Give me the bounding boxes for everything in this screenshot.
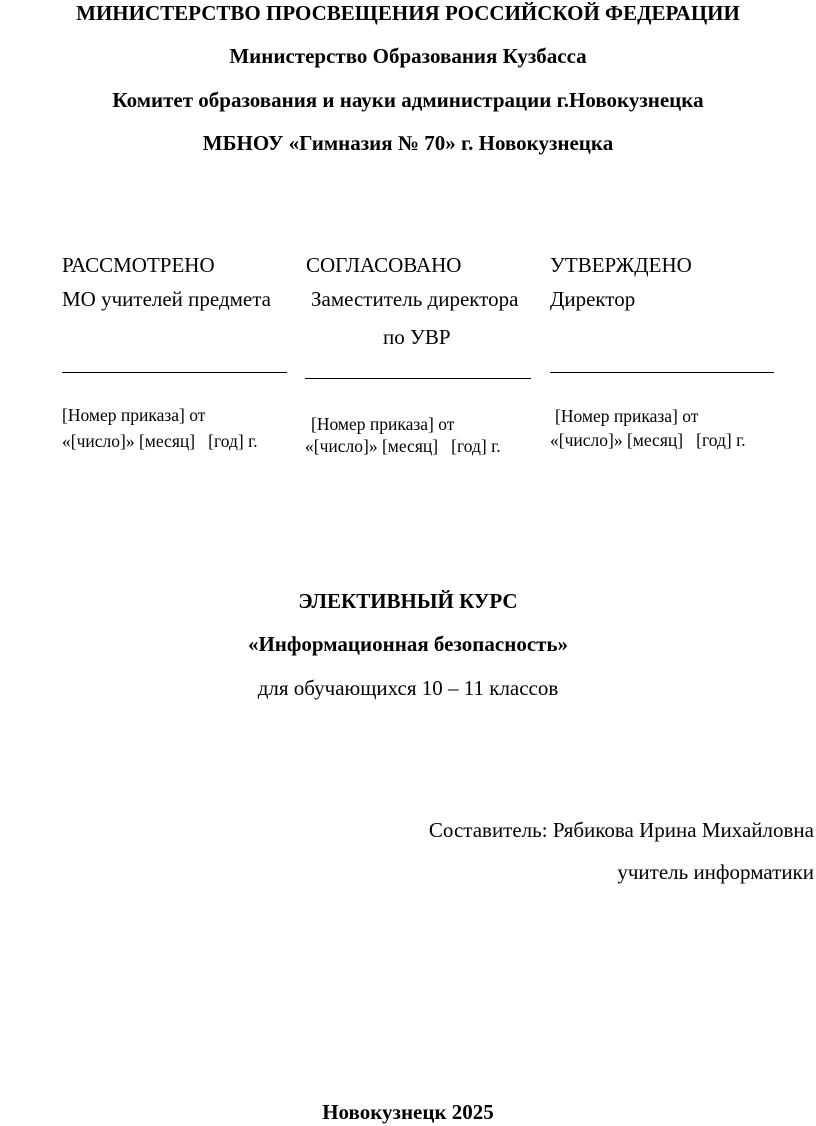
approval-role-approved: Директор — [550, 287, 636, 311]
author-position: учитель информатики — [617, 860, 814, 884]
ministry-federal: МИНИСТЕРСТВО ПРОСВЕЩЕНИЯ РОССИЙСКОЙ ФЕДЕРАЦИИ — [76, 1, 740, 25]
city-year: Новокузнецк 2025 — [322, 1100, 494, 1124]
approval-role-agreed-line2: по УВР — [383, 325, 451, 349]
approval-heading-approved: УТВЕРЖДЕНО — [550, 253, 692, 277]
order-date-reviewed: «[число]» [месяц] [год] г. — [62, 431, 258, 451]
course-title: «Информационная безопасность» — [247, 632, 569, 656]
order-number-reviewed: [Номер приказа] от — [62, 405, 206, 425]
approval-role-agreed: Заместитель директора — [311, 287, 519, 311]
signature-line-reviewed — [62, 372, 287, 373]
approval-heading-reviewed: РАССМОТРЕНО — [62, 253, 215, 277]
committee: Комитет образования и науки администрации г.Новокузнецка — [112, 88, 704, 112]
order-number-approved: [Номер приказа] от — [555, 406, 699, 426]
approval-heading-agreed: СОГЛАСОВАНО — [306, 253, 462, 277]
order-date-approved: «[число]» [месяц] [год] г. — [550, 430, 746, 450]
order-date-agreed: «[число]» [месяц] [год] г. — [305, 436, 501, 456]
signature-line-approved — [550, 372, 774, 373]
signature-line-agreed — [305, 378, 531, 379]
order-number-agreed: [Номер приказа] от — [311, 414, 455, 434]
approval-role-reviewed: МО учителей предмета — [62, 287, 272, 311]
author-name: Составитель: Рябикова Ирина Михайловна — [428, 818, 814, 842]
course-audience: для обучающихся 10 – 11 классов — [257, 676, 559, 700]
ministry-regional: Министерство Образования Кузбасса — [229, 44, 587, 68]
school-name: МБНОУ «Гимназия № 70» г. Новокузнецка — [202, 131, 614, 155]
course-type: ЭЛЕКТИВНЫЙ КУРС — [298, 589, 518, 613]
